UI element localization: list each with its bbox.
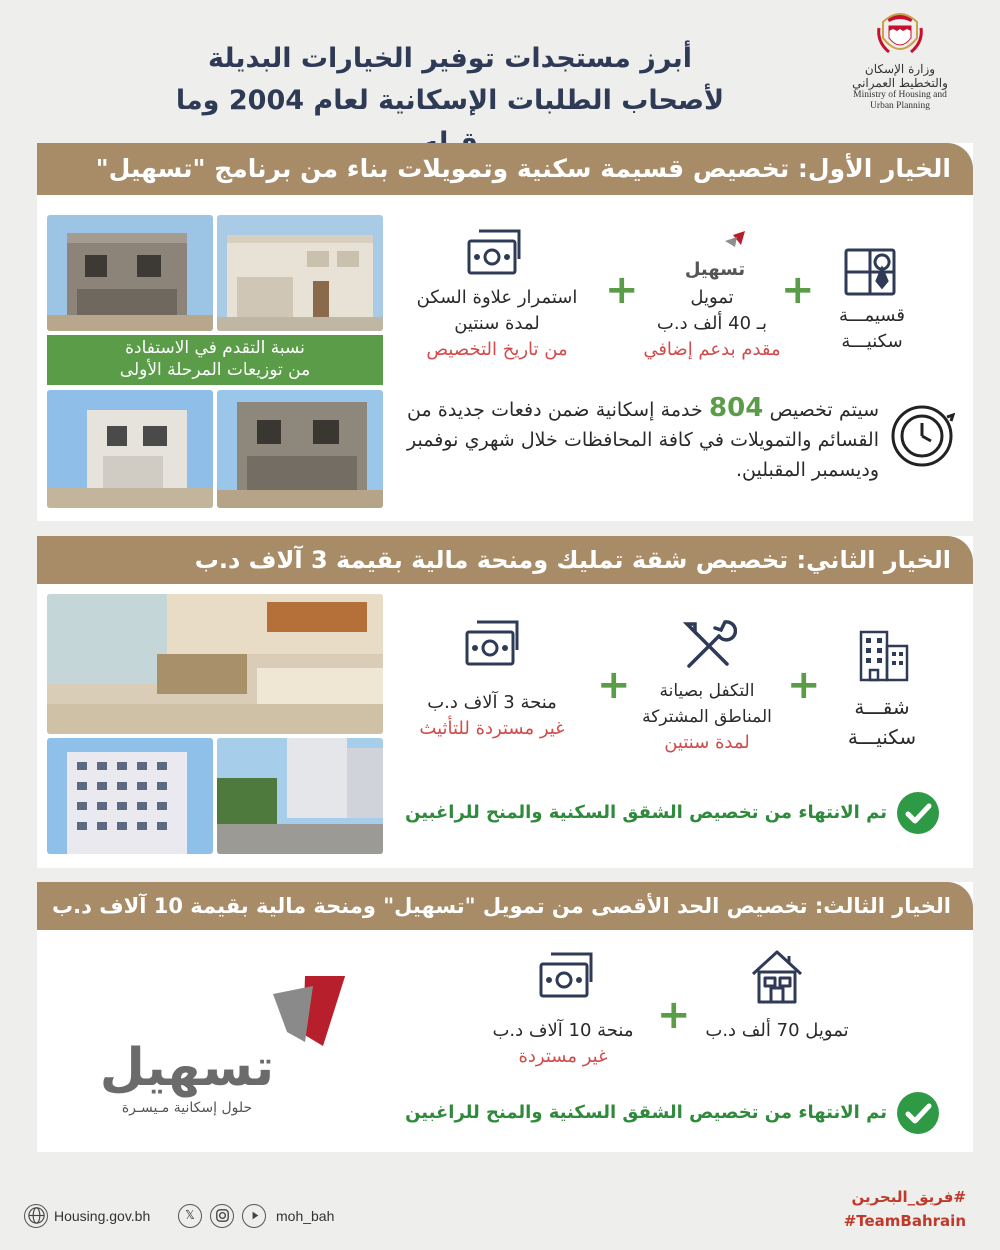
finance-label-line1: تمويل — [690, 287, 734, 308]
money-icon — [465, 227, 523, 279]
ministry-logo — [840, 8, 960, 111]
hashtag-ar: #فريق_البحرين — [851, 1188, 966, 1206]
social-handle[interactable]: moh_bah — [276, 1208, 335, 1224]
grant-label — [397, 690, 587, 742]
finance-label-note: مقدم بدعم إضافي — [643, 339, 781, 360]
option3-title: الخيار الثالث: تخصيص الحد الأقصى من تمويل "تسهيل" ومنحة مالية بقيمة 10 آلاف د.ب — [37, 882, 973, 930]
allowance-label-line2: لمدة سنتين — [454, 313, 540, 334]
allowance-label-note: من تاريخ التخصيص — [426, 339, 568, 360]
check-icon — [897, 1092, 939, 1134]
youtube-icon[interactable] — [242, 1204, 266, 1228]
house-icon — [747, 946, 807, 1006]
finance-label — [627, 285, 797, 363]
grant-label-line1: منحة 3 آلاف د.ب — [427, 692, 557, 713]
grant-label-note: غير مستردة للتأثيث — [419, 718, 565, 739]
tashil-logo-large-text: تسهيل — [99, 1038, 275, 1098]
maintenance-label — [617, 678, 797, 756]
grant10-label-note: غير مستردة — [518, 1046, 608, 1067]
option3-card — [37, 882, 973, 1152]
house-photo-3 — [47, 390, 213, 508]
crest-icon — [873, 8, 927, 62]
grant10-label — [473, 1018, 653, 1070]
map-plot-icon — [842, 247, 898, 297]
tashil-logo-large — [77, 976, 347, 1126]
progress-banner — [47, 335, 383, 385]
tools-icon — [679, 618, 737, 676]
maintenance-label-line2: المناطق المشتركة — [642, 707, 772, 727]
tashil-logo-large-sub: حلول إسكانية مـيسـرة — [121, 1100, 253, 1116]
plus-icon: + — [781, 267, 815, 313]
allowance-label-line1: استمرار علاوة السكن — [416, 287, 578, 308]
house-photo-1 — [47, 215, 213, 331]
ministry-name-en-2: Urban Planning — [870, 101, 930, 111]
finance70-label: تمويل 70 ألف د.ب — [705, 1020, 849, 1041]
apartment-label-line2: سكنيـــة — [847, 725, 917, 749]
check-icon — [897, 792, 939, 834]
x-twitter-icon[interactable]: 𝕏 — [178, 1204, 202, 1228]
progress-banner-line1: نسبة التقدم في الاستفادة — [125, 338, 305, 358]
option1-card — [37, 143, 973, 521]
apartment-building-photo-1 — [47, 738, 213, 854]
plot-label — [807, 303, 937, 355]
apartment-label-line1: شقـــة — [854, 695, 910, 719]
plot-label-line2: سكنيـــة — [841, 331, 903, 352]
page-title-line1: أبرز مستجدات توفير الخيارات البديلة — [207, 43, 693, 74]
plus-icon: + — [597, 662, 631, 708]
tashil-logo-small-text: تسهيل — [684, 259, 746, 280]
progress-banner-line2: من توزيعات المرحلة الأولى — [119, 360, 311, 380]
apartment-building-icon — [855, 628, 911, 684]
website-link[interactable]: Housing.gov.bh — [54, 1208, 151, 1224]
allocation-text-2: خدمة إسكانية ضمن دفعات جديدة من القسائم والتمويلات في كافة المحافظات خلال شهري نوفمبر وديسمبر المقبلين. — [407, 399, 879, 481]
apartment-label — [817, 692, 947, 752]
plus-icon: + — [787, 662, 821, 708]
allocation-paragraph — [407, 393, 879, 485]
page-title-line2: لأصحاب الطلبات الإسكانية لعام 2004 وما — [175, 85, 725, 116]
money-icon — [537, 950, 595, 1002]
allowance-label — [397, 285, 597, 363]
apartment-interior-photo — [47, 594, 383, 734]
grant10-label-line1: منحة 10 آلاف د.ب — [492, 1020, 634, 1041]
instagram-icon[interactable] — [210, 1204, 234, 1228]
apartment-building-photo-2 — [217, 738, 383, 854]
maintenance-label-note: لمدة سنتين — [664, 732, 750, 753]
maintenance-label-line1: التكفل بصيانة — [659, 681, 755, 701]
allocation-number: 804 — [709, 393, 764, 423]
house-photo-2 — [217, 215, 383, 331]
allocation-text-1: سيتم تخصيص — [769, 399, 879, 421]
money-icon — [463, 618, 521, 670]
ministry-name-en-1: Ministry of Housing and — [853, 90, 947, 100]
plus-icon: + — [657, 992, 691, 1038]
tashil-logo-small — [665, 231, 765, 283]
globe-icon[interactable] — [24, 1204, 48, 1228]
finance-label-line2: بـ 40 ألف د.ب — [656, 313, 768, 334]
ministry-name-ar: وزارة الإسكان والتخطيط العمراني — [852, 62, 948, 90]
option2-done-text: تم الانتهاء من تخصيص الشقق السكنية والمنح للراغبين — [405, 802, 887, 823]
clock-icon — [889, 403, 955, 469]
option1-title: الخيار الأول: تخصيص قسيمة سكنية وتمويلات بناء من برنامج "تسهيل" — [37, 143, 973, 195]
option2-title: الخيار الثاني: تخصيص شقة تمليك ومنحة مالية بقيمة 3 آلاف د.ب — [37, 536, 973, 584]
house-photo-4 — [217, 390, 383, 508]
option2-card — [37, 536, 973, 868]
plot-label-line1: قسيمـــة — [839, 305, 905, 326]
plus-icon: + — [605, 267, 639, 313]
option3-done-text: تم الانتهاء من تخصيص الشقق السكنية والمنح للراغبين — [405, 1102, 887, 1123]
hashtag-en: #TeamBahrain — [843, 1212, 966, 1230]
